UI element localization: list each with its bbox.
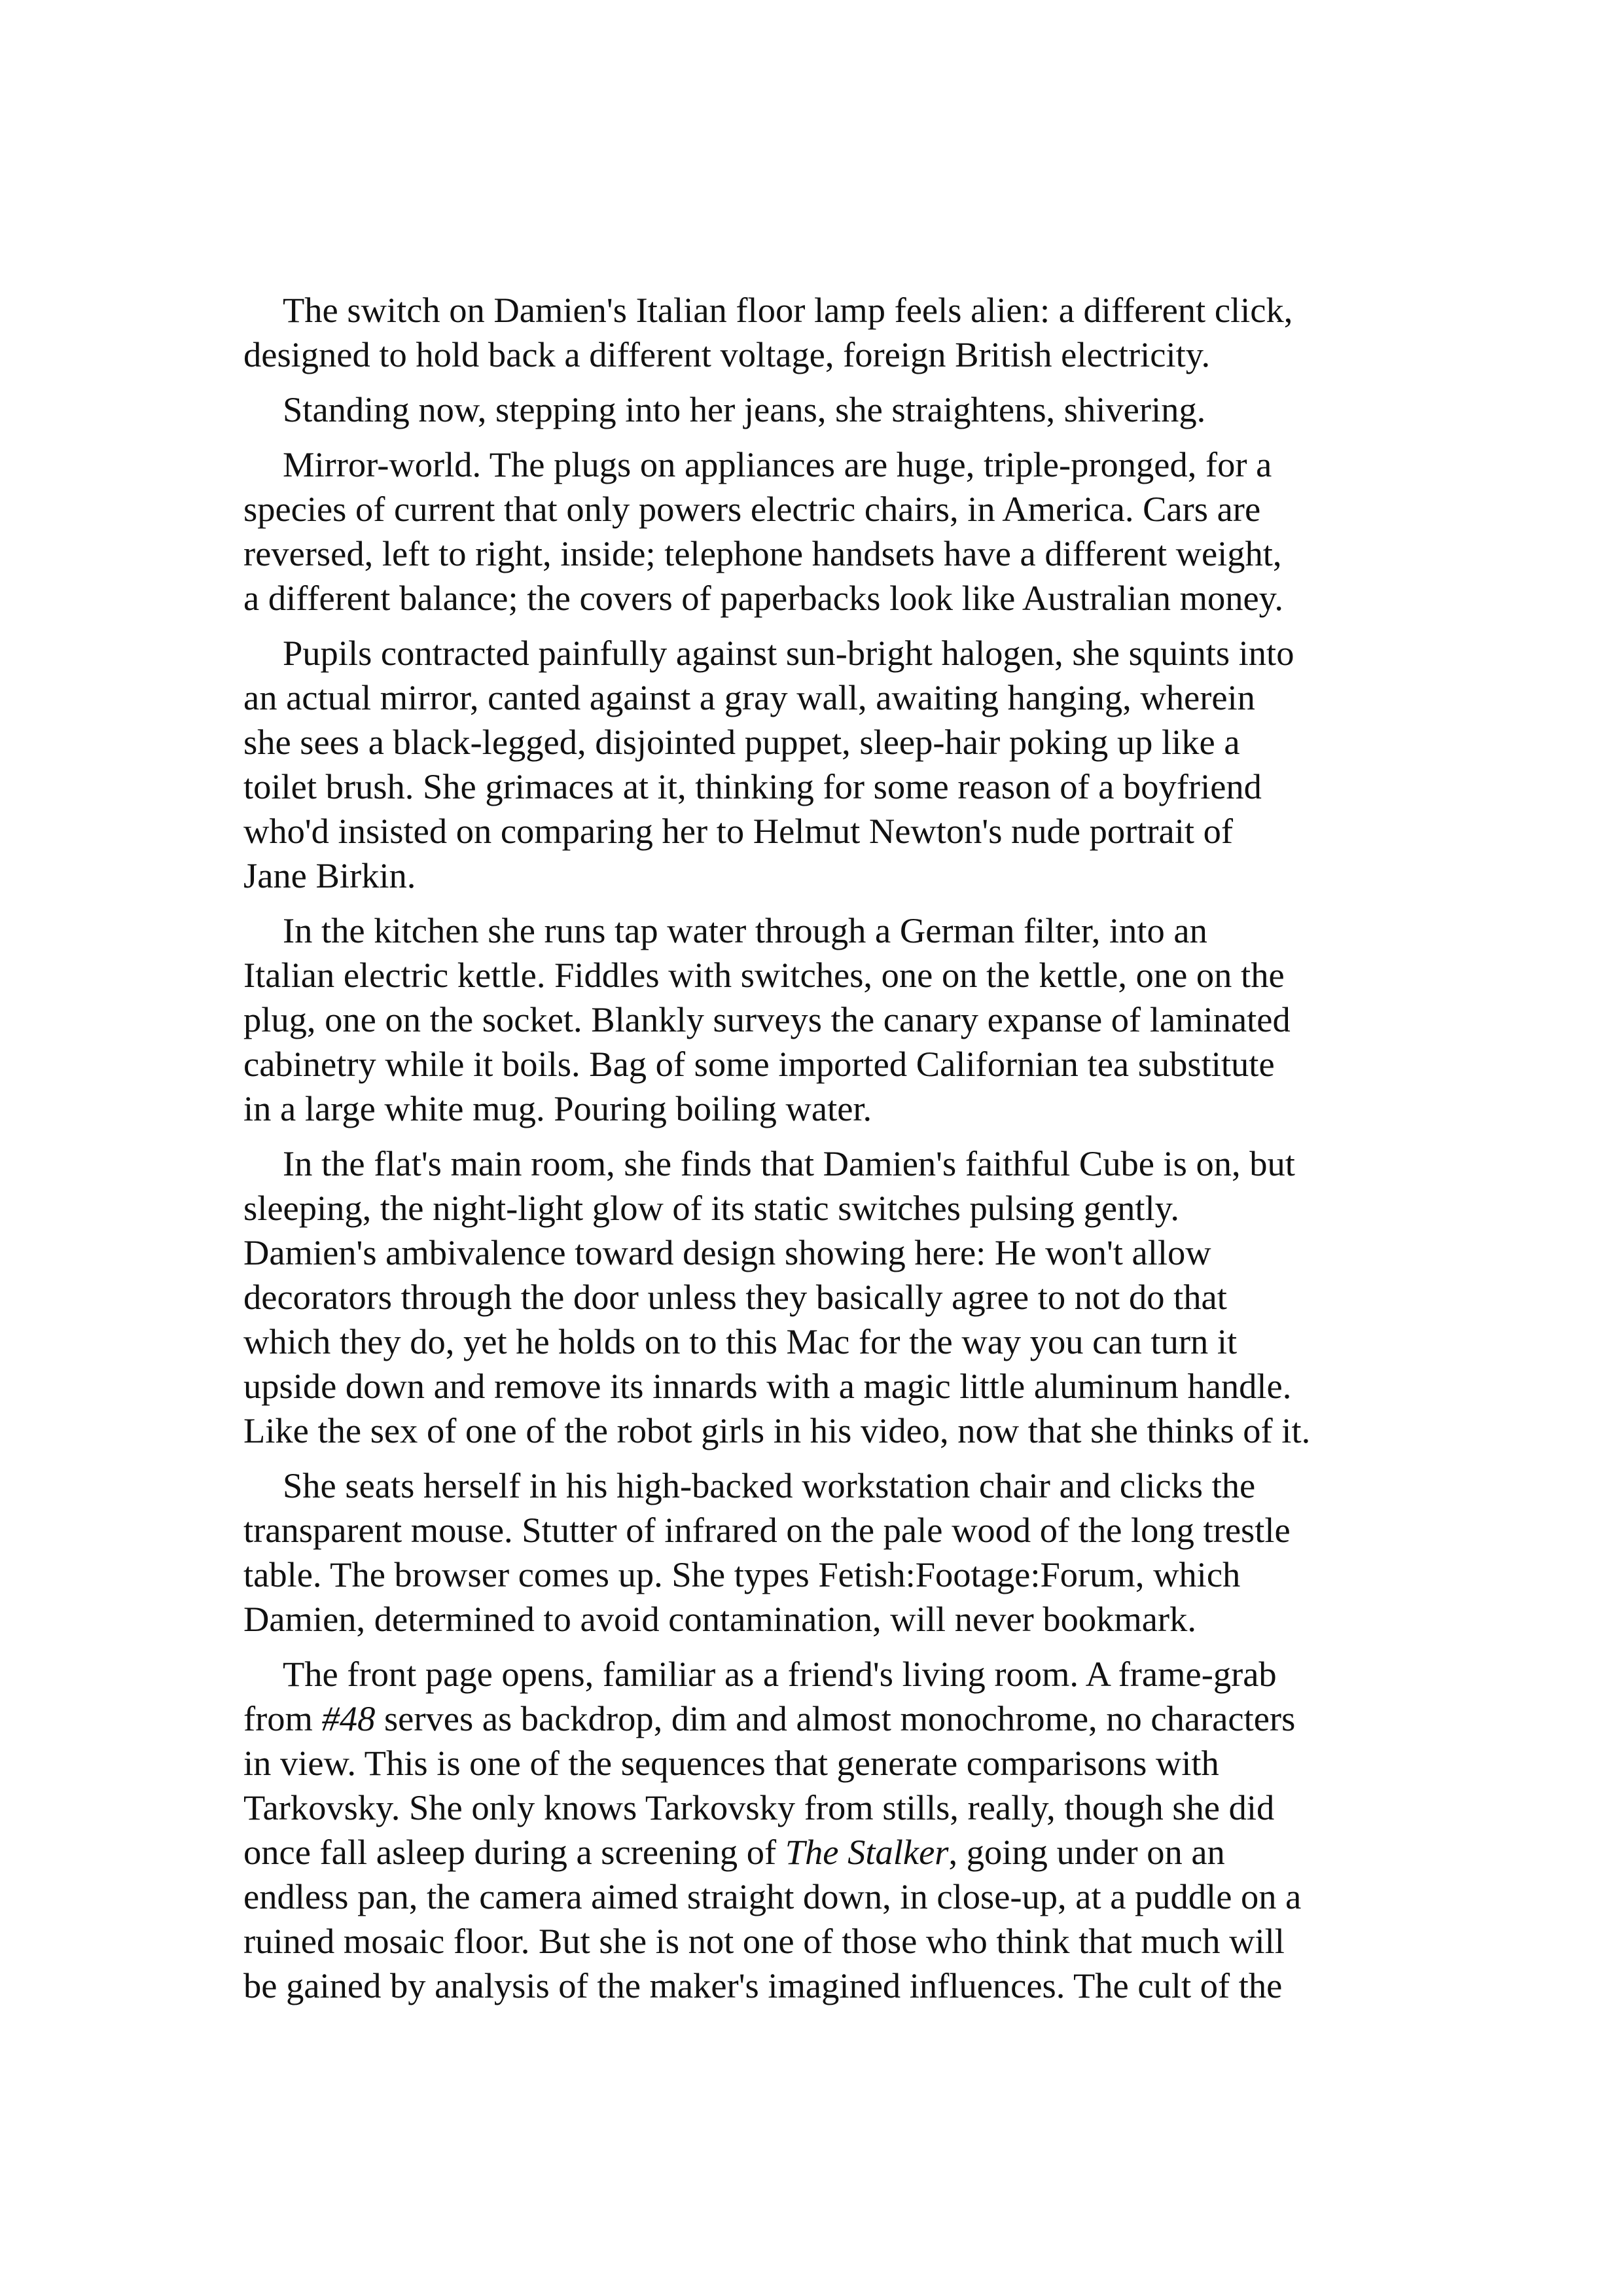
text-line: Jane Birkin. [243,855,416,895]
text-line: Like the sex of one of the robot girls in his video, now that she thinks of it. [243,1410,1311,1450]
text-line: decorators through the door unless they basically agree to not do that [243,1277,1227,1317]
text-line: she sees a black-legged, disjointed puppet, sleep-hair poking up like a [243,722,1240,762]
text-line: plug, one on the socket. Blankly surveys the canary expanse of laminated [243,999,1291,1039]
text-line: Tarkovsky. She only knows Tarkovsky from stills, really, though she did [243,1787,1275,1827]
paragraph [243,387,1397,432]
text-line: cabinetry while it boils. Bag of some imported Californian tea substitute [243,1044,1275,1084]
text-line: Damien, determined to avoid contamination, will never bookmark. [243,1599,1196,1639]
text-line: an actual mirror, canted against a gray wall, awaiting hanging, wherein [243,677,1255,717]
text-line: ruined mosaic floor. But she is not one of those who think that much will [243,1921,1285,1961]
text-line: a different balance; the covers of paperbacks look like Australian money. [243,578,1283,618]
text-line: in a large white mug. Pouring boiling water. [243,1088,872,1128]
paragraph [243,1463,1397,1641]
text-line: be gained by analysis of the maker's imagined influences. The cult of the [243,1965,1283,2005]
italic-title: #48 [321,1698,376,1738]
text-line: in view. This is one of the sequences that generate comparisons with [243,1743,1219,1783]
text-line: designed to hold back a different voltage, foreign British electricity. [243,334,1211,374]
text-line: species of current that only powers electric chairs, in America. Cars are [243,489,1261,529]
text-line: The front page opens, familiar as a friend's living room. A frame-grab [283,1654,1277,1694]
body-text [243,288,1397,2008]
paragraph [243,1652,1397,2008]
text-line: Damien's ambivalence toward design showing here: He won't allow [243,1232,1211,1272]
text-line: The switch on Damien's Italian floor lamp feels alien: a different click, [283,290,1293,330]
text-line: from #48 serves as backdrop, dim and almost monochrome, no characters [243,1698,1296,1738]
text-line: table. The browser comes up. She types Fetish:Footage:Forum, which [243,1554,1241,1594]
text-line: Italian electric kettle. Fiddles with switches, one on the kettle, one on the [243,955,1285,995]
text-line: reversed, left to right, inside; telephone handsets have a different weight, [243,533,1282,573]
paragraph [243,288,1397,377]
text-line: Standing now, stepping into her jeans, she straightens, shivering. [283,389,1206,429]
text-line: who'd insisted on comparing her to Helmut Newton's nude portrait of [243,811,1234,851]
text-line: sleeping, the night-light glow of its static switches pulsing gently. [243,1188,1179,1228]
paragraph [243,1141,1397,1453]
text-line: transparent mouse. Stutter of infrared on the pale wood of the long trestle [243,1510,1291,1550]
text-line: In the flat's main room, she finds that Damien's faithful Cube is on, but [283,1143,1295,1183]
paragraph [243,631,1397,898]
text-line: which they do, yet he holds on to this Mac for the way you can turn it [243,1321,1238,1361]
text-line: once fall asleep during a screening of The Stalker, going under on an [243,1832,1225,1872]
text-line: toilet brush. She grimaces at it, thinking for some reason of a boyfriend [243,766,1262,806]
text-line: In the kitchen she runs tap water through a German filter, into an [283,910,1207,950]
text-line: endless pan, the camera aimed straight down, in close-up, at a puddle on a [243,1876,1302,1916]
text-line: upside down and remove its innards with a magic little aluminum handle. [243,1366,1292,1406]
paragraph [243,442,1397,620]
paragraph [243,908,1397,1131]
text-line: Mirror-world. The plugs on appliances are huge, triple-pronged, for a [283,444,1272,484]
italic-title: The Stalker [785,1832,949,1872]
text-line: Pupils contracted painfully against sun-bright halogen, she squints into [283,633,1294,673]
text-line: She seats herself in his high-backed workstation chair and clicks the [283,1465,1256,1505]
